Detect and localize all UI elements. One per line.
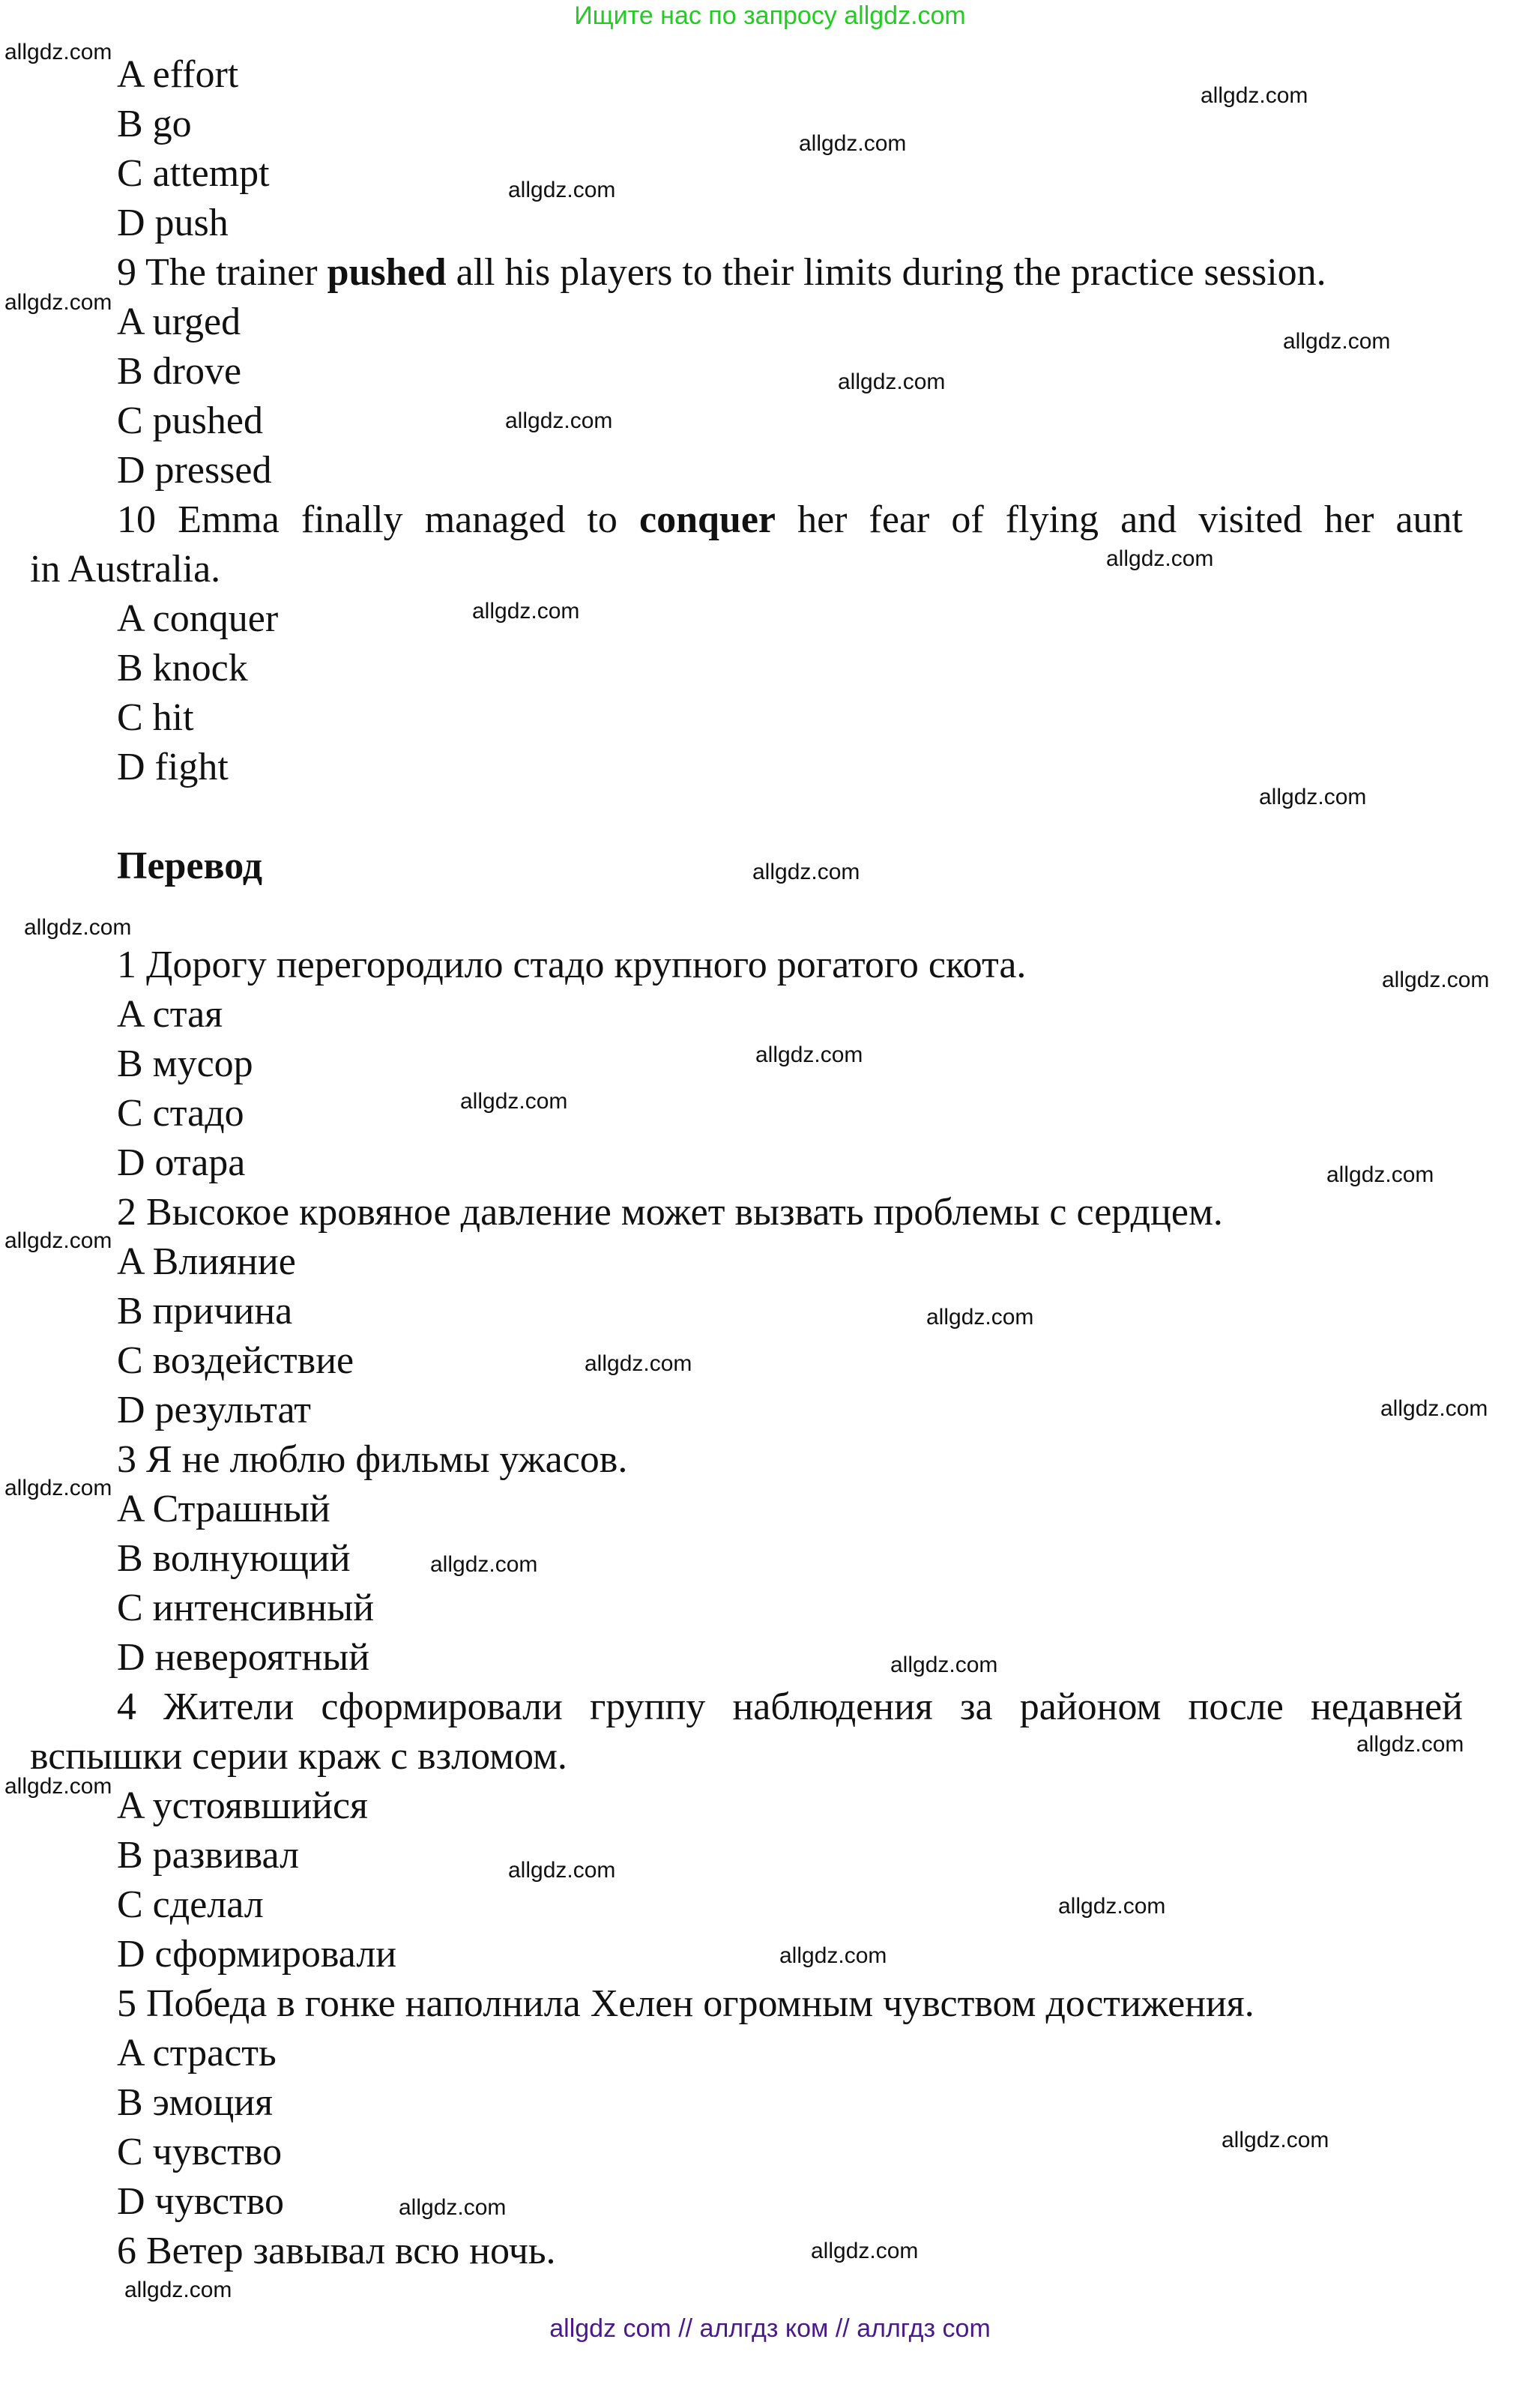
text-segment: C стадо: [117, 1092, 244, 1135]
text-segment: C чувство: [117, 2131, 283, 2173]
text-segment: D fight: [117, 746, 229, 788]
text-line: [117, 743, 229, 792]
footer-banner[interactable]: allgdz com // аллгдз ком // аллгдз com: [549, 2314, 991, 2343]
bold-keyword: conquer: [639, 498, 776, 541]
watermark: allgdz.com: [430, 1552, 538, 1577]
text-line: [117, 1039, 253, 1089]
text-line: [117, 248, 1326, 298]
text-segment: вспышки серии краж с взломом.: [30, 1735, 567, 1778]
text-line: [117, 495, 1463, 545]
text-segment: A страсть: [117, 2032, 277, 2074]
text-segment: B развивал: [117, 1834, 300, 1877]
watermark: allgdz.com: [508, 1858, 616, 1883]
watermark: allgdz.com: [4, 290, 112, 315]
text-line: [117, 1781, 368, 1831]
watermark: allgdz.com: [472, 599, 580, 624]
text-line: [117, 149, 270, 199]
text-line: [117, 990, 223, 1039]
watermark: allgdz.com: [1326, 1162, 1434, 1187]
watermark: allgdz.com: [752, 860, 860, 884]
text-segment: D pressed: [117, 449, 272, 492]
text-segment: B go: [117, 103, 192, 145]
section-heading: [117, 842, 262, 891]
bold-keyword: Перевод: [117, 845, 263, 887]
text-segment: D невероятный: [117, 1636, 370, 1679]
watermark: allgdz.com: [799, 131, 907, 156]
watermark: allgdz.com: [1259, 785, 1367, 809]
text-segment: D чувство: [117, 2180, 284, 2223]
text-segment: all his players to their limits during the practice session.: [446, 251, 1326, 294]
text-segment: A Страшный: [117, 1488, 330, 1530]
text-segment: A conquer: [117, 597, 279, 640]
text-line: [117, 1485, 330, 1534]
watermark: allgdz.com: [4, 1774, 112, 1799]
text-segment: B мусор: [117, 1042, 253, 1085]
watermark: allgdz.com: [4, 40, 112, 64]
text-segment: A effort: [117, 53, 239, 96]
text-line: [117, 1534, 351, 1584]
text-line: [30, 545, 220, 594]
text-line: [117, 1089, 244, 1138]
text-line: [117, 693, 194, 743]
text-line: [117, 1237, 296, 1287]
watermark: allgdz.com: [124, 2278, 232, 2302]
text-line: [117, 446, 272, 495]
watermark: allgdz.com: [1356, 1732, 1464, 1757]
text-segment: 5 Победа в гонке наполнила Хелен огромным чувством достижения.: [117, 1982, 1254, 2025]
text-line: [117, 1336, 354, 1386]
text-line: [117, 1979, 1254, 2029]
watermark: allgdz.com: [4, 1476, 112, 1500]
text-line: [117, 2177, 284, 2227]
text-line: [117, 1633, 369, 1683]
text-line: [117, 396, 263, 446]
text-segment: A urged: [117, 301, 241, 343]
text-segment: B эмоция: [117, 2081, 274, 2124]
text-line: [117, 594, 278, 644]
watermark: allgdz.com: [1058, 1894, 1166, 1919]
text-line: [117, 1831, 299, 1880]
watermark: allgdz.com: [508, 178, 616, 202]
text-segment: D отара: [117, 1141, 246, 1184]
text-line: [117, 1435, 627, 1485]
watermark: allgdz.com: [838, 369, 946, 394]
text-segment: D результат: [117, 1389, 311, 1431]
text-line: [117, 1930, 396, 1979]
text-line: [117, 2128, 282, 2177]
text-line: [117, 1188, 1223, 1237]
text-line: [117, 2029, 277, 2078]
text-segment: C сделал: [117, 1883, 264, 1926]
text-segment: C интенсивный: [117, 1587, 375, 1629]
text-segment: C attempt: [117, 152, 270, 195]
text-segment: 4 Жители сформировали группу наблюдения за районом после недавней: [117, 1686, 1463, 1728]
watermark: allgdz.com: [460, 1089, 568, 1114]
watermark: allgdz.com: [399, 2195, 507, 2220]
watermark: allgdz.com: [4, 1228, 112, 1253]
text-line: [117, 1386, 311, 1435]
text-line: [117, 1138, 245, 1188]
watermark: allgdz.com: [755, 1042, 863, 1067]
text-segment: C pushed: [117, 399, 263, 442]
watermark: allgdz.com: [1106, 546, 1214, 571]
text-segment: in Australia.: [30, 548, 221, 591]
text-segment: B волнующий: [117, 1537, 351, 1580]
text-segment: A Влияние: [117, 1240, 296, 1283]
watermark: allgdz.com: [779, 1943, 887, 1968]
text-segment: 10 Emma finally managed to: [117, 498, 639, 541]
watermark: allgdz.com: [1380, 1396, 1488, 1421]
text-line: [117, 50, 238, 100]
watermark: allgdz.com: [890, 1653, 998, 1677]
text-line: [117, 2227, 556, 2276]
text-segment: 1 Дорогу перегородило стадо крупного рогатого скота.: [117, 944, 1027, 986]
watermark: allgdz.com: [1222, 2128, 1329, 2152]
watermark: allgdz.com: [505, 408, 613, 433]
text-segment: 9 The trainer: [117, 251, 327, 294]
text-line: [117, 941, 1026, 990]
text-segment: A стая: [117, 993, 223, 1036]
text-segment: C воздействие: [117, 1339, 354, 1382]
text-line: [117, 1683, 1463, 1732]
text-line: [117, 2078, 273, 2128]
watermark: allgdz.com: [811, 2239, 919, 2263]
text-segment: B drove: [117, 350, 242, 393]
watermark: allgdz.com: [926, 1305, 1034, 1330]
text-segment: D push: [117, 202, 229, 244]
text-segment: B причина: [117, 1290, 293, 1333]
watermark: allgdz.com: [1283, 329, 1391, 354]
text-segment: B knock: [117, 647, 248, 689]
watermark: allgdz.com: [24, 915, 132, 940]
text-segment: 2 Высокое кровяное давление может вызвать проблемы с сердцем.: [117, 1191, 1223, 1234]
text-segment: D сформировали: [117, 1933, 397, 1976]
text-line: [117, 347, 241, 396]
watermark: allgdz.com: [1201, 83, 1308, 108]
text-line: [117, 298, 241, 347]
text-line: [117, 1880, 264, 1930]
text-line: [117, 644, 248, 693]
text-line: [117, 199, 229, 248]
text-line: [117, 1287, 292, 1336]
bold-keyword: pushed: [327, 251, 447, 294]
text-segment: 3 Я не люблю фильмы ужасов.: [117, 1438, 628, 1481]
text-line: [117, 100, 192, 149]
text-segment: A устоявшийся: [117, 1784, 368, 1827]
header-banner[interactable]: Ищите нас по запросу allgdz.com: [574, 1, 966, 30]
text-segment: C hit: [117, 696, 194, 739]
text-segment: 6 Ветер завывал всю ночь.: [117, 2230, 556, 2272]
watermark: allgdz.com: [585, 1351, 692, 1376]
watermark: allgdz.com: [1382, 968, 1490, 992]
text-line: [117, 1584, 374, 1633]
text-segment: her fear of flying and visited her aunt: [776, 498, 1463, 541]
